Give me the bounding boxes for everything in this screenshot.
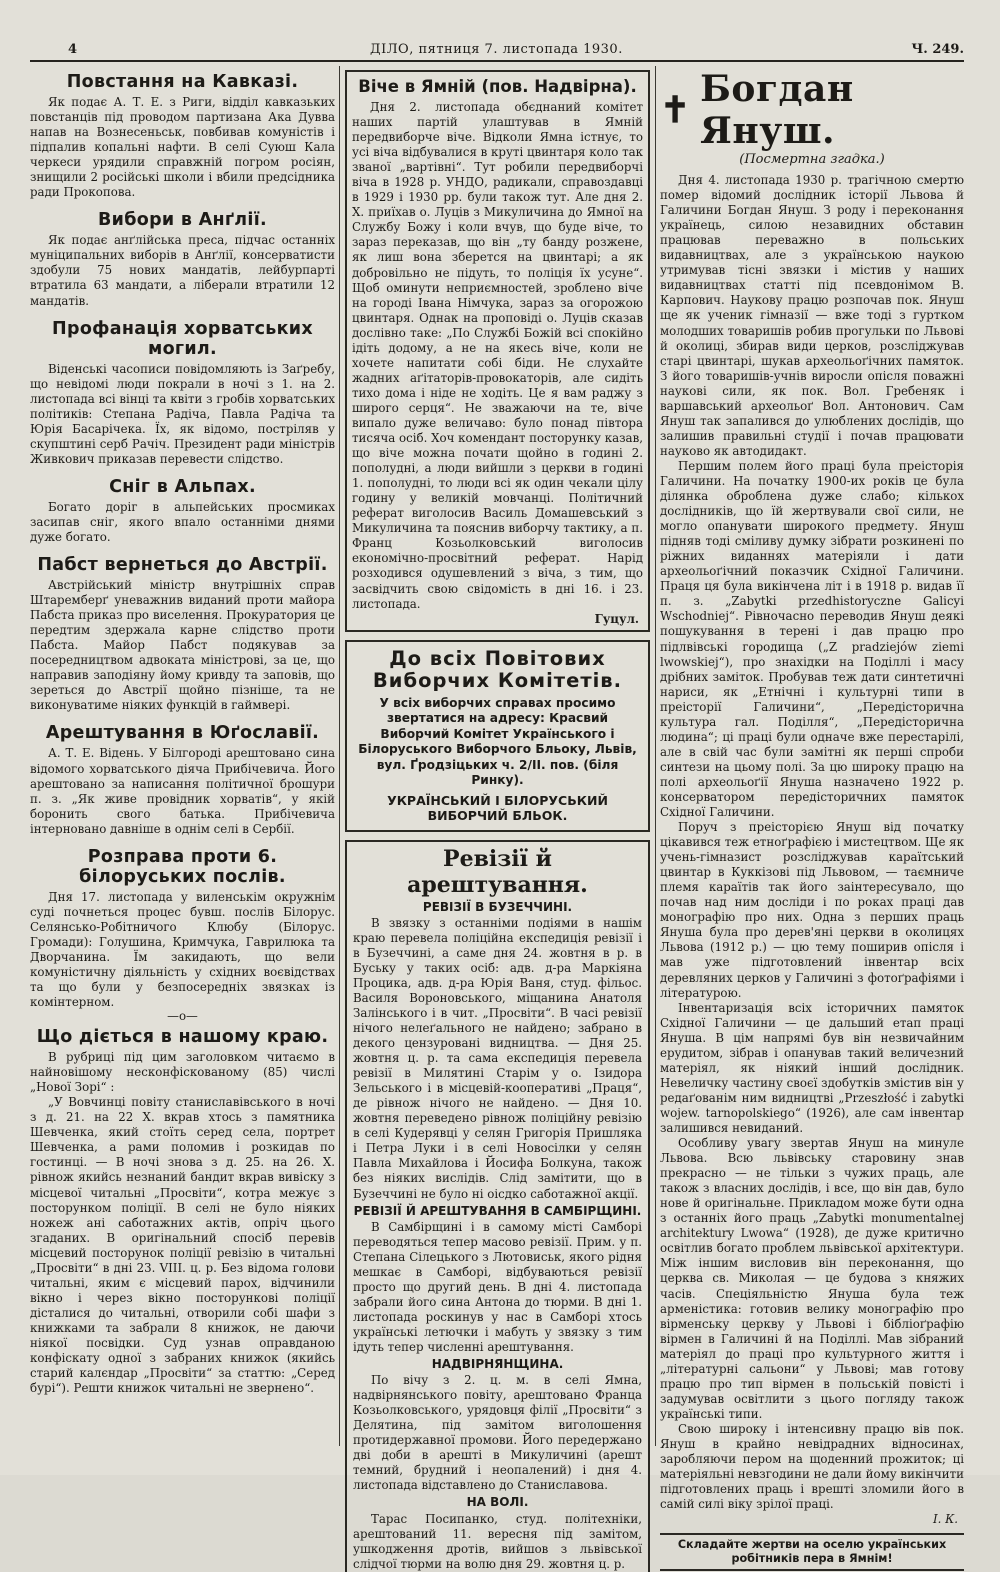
- column-left: [30, 68, 335, 1463]
- article-pabst: [30, 555, 335, 713]
- article-body: Як подає А. Т. Е. з Риги, відділ кавказьких повстанців під проводом партизана Ака Дувва напав на Вознесеньськ, повбивав комуністів і підпалив копальні нафти. В селі Суюш Кала черкеси урядили справжній погром росіян, знищили 2 російські школи і вбили предсідника ради Прокопова.: [30, 95, 335, 200]
- author-signature: І. К.: [932, 1512, 958, 1527]
- appeal-box: [345, 640, 650, 832]
- column-rule-2: [655, 66, 656, 1446]
- article-profanacia: [30, 319, 335, 467]
- article-body: Віденські часописи повідомляють із Заґребу, що невідомі люди покрали в ночі з 1. на 2. листопада всі вінці та квіти з гробів хорватських політиків: Степана Радіча, Павла Радіча та Юрія Басарічека. Їх, як відомо, постріляв у скупштині серб Рачіч. Президент ради міністрів Живкович приказав перевести слідство.: [30, 361, 335, 466]
- page-number: 4: [68, 42, 78, 57]
- headline: Пабст вернеться до Австрії.: [37, 555, 328, 576]
- headline: Що діється в нашому краю.: [36, 1027, 329, 1048]
- headline: Вибори в Анґлії.: [98, 210, 267, 231]
- article-yugoslavia: [30, 723, 335, 836]
- obituary-subtitle: (Посмертна згадка.): [739, 152, 885, 167]
- headline: Розправа проти 6. білоруських послів.: [79, 846, 286, 887]
- article-body: Інвентаризація всіх історичних памяток Східної Галичини — це дальший етап праці Януша. В цім напрямі був він незвичайним ерудитом, зібрав і опанував такий величезний матеріял, як ніякий інший дослідник. Невеличку частину своєї здобутків змістив він у редаґованім ним видництві „Przeszłość i zabytki wojew. tarnopolskiego“ (1926), але сам інвентар залишився невиданий.: [660, 1000, 964, 1135]
- column-rule-1: [339, 66, 340, 1446]
- article-body: В Самбірщині і в самому місті Самборі переводяться тепер масово ревізії. Прим. у п. Степана Сілецького з Лютовиськ, якого рідня мешкає в Самборі, відбуваються ревізії просто що другий день. В дні 4. листопада забрали його сина Антона до тюрми. В дні 1. листопада роскинув у нас в Самборі хтось українські летючки і мабуть у звязку з тим ідуть тепер численні арештування.: [353, 1219, 642, 1354]
- appeal-title: До всіх Повітових Виборчих Комітетів.: [372, 646, 623, 692]
- obituary-body: [660, 173, 964, 1527]
- headline: Віче в Ямній (пов. Надвірна).: [358, 77, 637, 96]
- obituary-header: [660, 68, 964, 152]
- section-divider: —о—: [167, 1009, 198, 1024]
- article-body: Свою широку і інтенсивну працю вів пок. Януш в крайно невідрадних відносинах, заробляючи пером на щоденний прожиток; ці матеріяльні невзгодини не дали йому викінчити підготовлених праць і врешті зломили його в самій силі віку зрілої праці.: [660, 1421, 964, 1512]
- masthead-line: ДІЛО, пятниця 7. листопада 1930.: [370, 42, 623, 57]
- headline: Ревізії й арештування.: [407, 845, 588, 898]
- headline: Профанація хорватських могил.: [52, 318, 313, 359]
- article-revizii: [345, 840, 650, 1572]
- appeal-body: У всіх виборчих справах просимо звертатися на адресу: Красвий Виборчий Комітет Українського і Білоруського Виборчого Бльоку, Львів, вул. Ґродзіцьких ч. 2/ІІ. пов. (біля Ринку).: [358, 695, 637, 788]
- article-snig: [30, 477, 335, 545]
- article-body: По вічу з 2. ц. м. в селі Ямна, надвірнянського повіту, арештовано Франца Козьолковського, урядовця філії „Просвіти“ з Делятина, під замітом виголошення протидержавної промови. Його передержано дві доби в арешті в Микуличині (арешт темний, брудний і неопалений) і дня 4. листопада відставлено до Станиславова.: [353, 1373, 642, 1493]
- article-body: „У Вовчинці повіту станиславівського в ночі з д. 21. на 22 Х. вкрав хтось з памятника Шевченка, який стоїть серед села, портрет Шевченка, а рами поломив і розкидав по гостинці. — В ночі знова з д. 25. на 26. Х. рівнож якийсь незнаний бандит вкрав вивіску з місцевої читальні „Просвіти“, котра межує з посторунком поліції. В селі не було ніяких ножеж ані саботажних актів, опріч цього згаданих. В оригінальний спосіб перевів місцевий посторунок поліції ревізію в читальні „Просвіти“ в дні 23. VIII. ц. р. Без відома голови читальні, яким є місцевий парох, відчинили вікно і через вікно посторункові поліції дісталися до читальні, отворили собі шафи з книжками та забрали 8 книжок, не даючи ніякої посвідки. Суд узнав оправданою конфіскату одної з забраних книжок (якийсь старий калєндар „Просвіти“ за статтю: „Серед бурі“). Решти книжок читальні не звернено“.: [30, 1095, 335, 1396]
- article-kavkaz: [30, 72, 335, 200]
- article-anglia: [30, 210, 335, 308]
- article-body: Дня 4. листопада 1930 р. трагічною смертю помер відомий дослідник історії Львова й Галичини Богдан Януш. З роду і переконання українець, силою незавидних обставин працював переважно в польських видавництвах, але з українською наукою утримував тісні звязки і містив у наших видавництвах статті під псевдонімом В. Карпович. Наукову працю розпочав пок. Януш ще як ученик гімназії — вже тоді з гуртком молодших товаришів робив прогульки по Львові й околиці, збирав види церков, розсліджував старі цвинтарі, шукав археольоґічних памяток. З його товаришів-учнів виросли опісля поважні наукові сили, як пок. Вол. Гребеняк і варшавський археольоґ Вол. Антонович. Сам Януш так запалився до улюблених дослідів, що залишив правильні студії і почав працювати науково як автодидакт.: [660, 173, 964, 458]
- issue-number: Ч. 249.: [911, 42, 964, 57]
- headline: Арештування в Юґославії.: [45, 723, 320, 744]
- article-body: В звязку з останніми подіями в нашім краю перевела поліційна експедиція ревізії і в Бузеччині, а саме дня 24. жовтня в р. в Буську у таких осіб: адв. д-ра Маркіяна Процика, адв. д-ра Юрія Ваня, студ. фільос. Василя Вороновського, міщанина Анатоля Залінського і в чит. „Просвіти“. В часі ревізії нічого нелеґального не найдено; забрано в декого цензуровані видництва. — Дня 25. жовтня ц. р. та сама експедиція перевела ревізії в Милятині Старім у о. Ізидора Зельського і в місцевій-кооперативі „Праця“, де рівнож нічого не найдено. — Дня 10. жовтня переведено рівнож поліційну ревізію в селі Кудерявці у селян Григорія Пришляка і Петра Луки і в селі Новосілки у селян Павла Михайлова і Йосифа Болкуна, також без ніяких вислідів. Слід замітити, що в Бузеччині не було ні оісдко саботажної акції.: [353, 915, 642, 1201]
- article-body: В рубриці під цим заголовком читаємо в найновішому несконфіскованому (85) числі „Нової Зорі“ :: [30, 1050, 335, 1095]
- article-body: А. Т. Е. Відень. У Білгороді арештовано сина відомого хорватського діяча Прибічевича. Його арештовано за написання політичної брошури п. з. „Як живе провідник хорватів“, у якій боронить свого батька. Прибічевича інтерновано давніше в однім селі в Сербії.: [30, 746, 335, 836]
- subheading: НАДВІРНЯНЩИНА.: [431, 1357, 564, 1372]
- appeal-signature: УКРАЇНСЬКИЙ І БІЛОРУСЬКИЙ ВИБОРЧИЙ БЛЬОК.: [387, 792, 608, 824]
- article-body: Австрійський міністр внутрішніх справ Штаремберґ уневажнив виданий проти майора Пабста приказ про виселення. Прокуратория це передтим здержала карне слідство проти Пабста. Майор Пабст подякував за посередництвом адвоката міністрові, за це, що направив заподіяну йому кривду та заповів, що зереться до Австрії щойно пізніше, та не виконуватиме ніяких функцій в гаймвері.: [30, 578, 335, 713]
- article-body: Богато доріг в альпейських просмиках засипав сніг, якого впало останніми днями дуже богато.: [30, 499, 335, 544]
- column-middle: [345, 68, 650, 1571]
- headline: Сніг в Альпах.: [109, 476, 256, 497]
- subheading: НА ВОЛІ.: [466, 1495, 529, 1510]
- article-nash-krai: [30, 1027, 335, 1396]
- subheading: РЕВІЗІЇ Й АРЕШТУВАННЯ В САМБІРЩИНІ.: [353, 1203, 642, 1218]
- subheading: РЕВІЗІЇ В БУЗЕЧЧИНІ.: [422, 899, 573, 914]
- article-body: Тарас Посипанко, студ. політехніки, арештований 11. вересня під замітом, ушкодження дротів, вийшов з львівської слідчої тюрми на волю дня 29. жовтня ц. р.: [353, 1511, 642, 1571]
- obituary-title: Богдан Януш.: [700, 68, 854, 152]
- orthodox-cross-icon: ✝: [660, 89, 691, 131]
- article-body: Особливу увагу звертав Януш на минуле Львова. Всю львівську старовину знав прекрасно — не тільки з чужих праць, але також з власних дослідів, і все, що він дав, було нове й оригінальне. Прикладом може бути одна з останніх його праць „Zabytki monumentalnej architektury Lwowa“ (1928), де дуже критично освітлив богато проблем львівської архітектури. Між іншим висловив він переконання, що церква св. Миколая — це будова з княжих часів. Спеціяльністю Януша була теж арменістика: готовив велику монографію про вірменську церкву у Львові і бібліоґрафію вірмен в Галичині й на Поділлі. Мав зібраний матеріял до праці про культурного життя і „літературні сальони“ у Львові; мав готову працю про тип вірмен в польській повісті і задумував освітлити з цього погляду також українські типи.: [660, 1136, 964, 1421]
- article-body: Першим полем його праці була преісторія Галичини. На початку 1900-их років це була ділянка оброблена дуже слабо; кількох дослідників, що їй жертвували свої сили, не могло опанувати широкого предмету. Януш підняв тоді сміливу думку зібрати розкинені по ріжних виданнях матеріяли і дати археольоґічний показчик Східної Галичини. Праця ця була викінчена літ і в 1918 р. видав її п. з. „Zabytki przedhistoryczne Galicyi Wschodniej“. Рівночасно переводив Януш деякі пошукування в терені і дав працю про підлвівські городища („Z pradziejów ziemi lwowskiej“), про знахідки на Поділлі і масу дрібних заміток. Пробував теж дати синтетичні нариси, як „Етнічні і культурні типи в преісторії Галичини“, „Передісторична культура гал. Поділля“, „Передісторична людина“; ці праці були одначе вже перестарілі, але в свій час були замітні як перші спроби синтези на цьому полі. За цю широку працю на полі археольоґії Януша назначено 1922 р. консерватором передісторичних памяток Східної Галичини.: [660, 458, 964, 820]
- headline: Повстання на Кавказі.: [66, 72, 299, 92]
- article-bilorus: [30, 847, 335, 1022]
- column-right: [660, 68, 964, 1566]
- article-body: Як подає анґлійська преса, підчас останніх муніципальних виборів в Анґлії, консерватисти здобули 75 нових мандатів, лейбурпарті втратила 63 мандати, а ліберали втратили 12 мандатів.: [30, 233, 335, 308]
- article-body: Дня 17. листопада у виленськім окружнім суді почнеться процес бувш. послів Білорус. Селянсько-Робітничого Клюбу (Білорус. Громади): Голушина, Кримчука, Гаврилюка та Дворчанина. Їм закидають, що вели комуністичну діяльність у східних воєвідствах та що були у безпосередніх звязках із комінтерном.: [30, 889, 335, 1010]
- running-head: [30, 40, 964, 62]
- author-signature: Гуцул.: [594, 611, 639, 626]
- article-viche: [345, 70, 650, 632]
- article-body: Дня 2. листопада обєднаний комітет наших партій улаштував в Ямній передвиборче віче. Відколи Ямна істнує, то усі віча відбувалися в круті цвинтаря коло так званої „вартівні“. Тут робили передвиборчі віча в 1928 р. УНДО, радикали, справоздавці в 1929 і 1930 рр. були також тут. Але дня 2. Х. приїхав о. Луців з Микуличина до Ямної на Службу Божу і коли вчув, що буде віче, то зараз переказав, що він „ту банду розжене, як лиш вона зберется на цвинтарі; а як добровільно не підуть, то поліція їх усуне“. Щоб оминути неприємностей, зроблено віче на городі Івана Німчука, зараз за огорожою цвинтаря. Однак на проповіді о. Луців сказав дослівно таке: „По Службі Божій всі спокійно ідіть додому, а не на якесь віче, коли не хочете напитати собі біди. Не слухайте жадних аґітаторів-провокаторів, але сидіть тихо дома і ніде не ходіть. Це я вам раджу з широго серця“. Не зважаючи на те, віче випало дуже величаво: було понад півтора тисяча осіб. Хоч комендант посторунку казав, що віче можна почати щойно в годині 2. пополудні, а люди вийшли з церкви в годині 1. пополудні, то люди всі як один чекали цілу годину у великій мовчанці. Політичний реферат виголосив Василь Домашевський з Микуличина та пояснив виборчу тактику, а п. Франц Козьолковський виголосив економічно-просвітний реферат. Нарід розходився одушевлений з віча, з тим, що засвідчить свою свідомість в дні 16. і 23. листопада.: [352, 100, 643, 611]
- article-body: Поруч з преісторією Януш від початку цікавився теж етноґрафією і мистецтвом. Ще як учень-гімназист розсліджував караїтський цвинтар в Куккізові під Львовом, — таємниче племя караїтів так його заінтересувало, що почав над ним досліди і по роках праці дав монографію про них. Одна з перших праць Януша була про дерев'яні церкви в околицях Львова (1912 р.) — цю тему поширив опісля і мав уже підготовлений інвентар всіх деревляних церков у Галичині з фотоґрафіями і літературою.: [660, 820, 964, 1000]
- donation-notice: Складайте жертви на оселю українських робітників пера в Ямнім!: [660, 1533, 964, 1571]
